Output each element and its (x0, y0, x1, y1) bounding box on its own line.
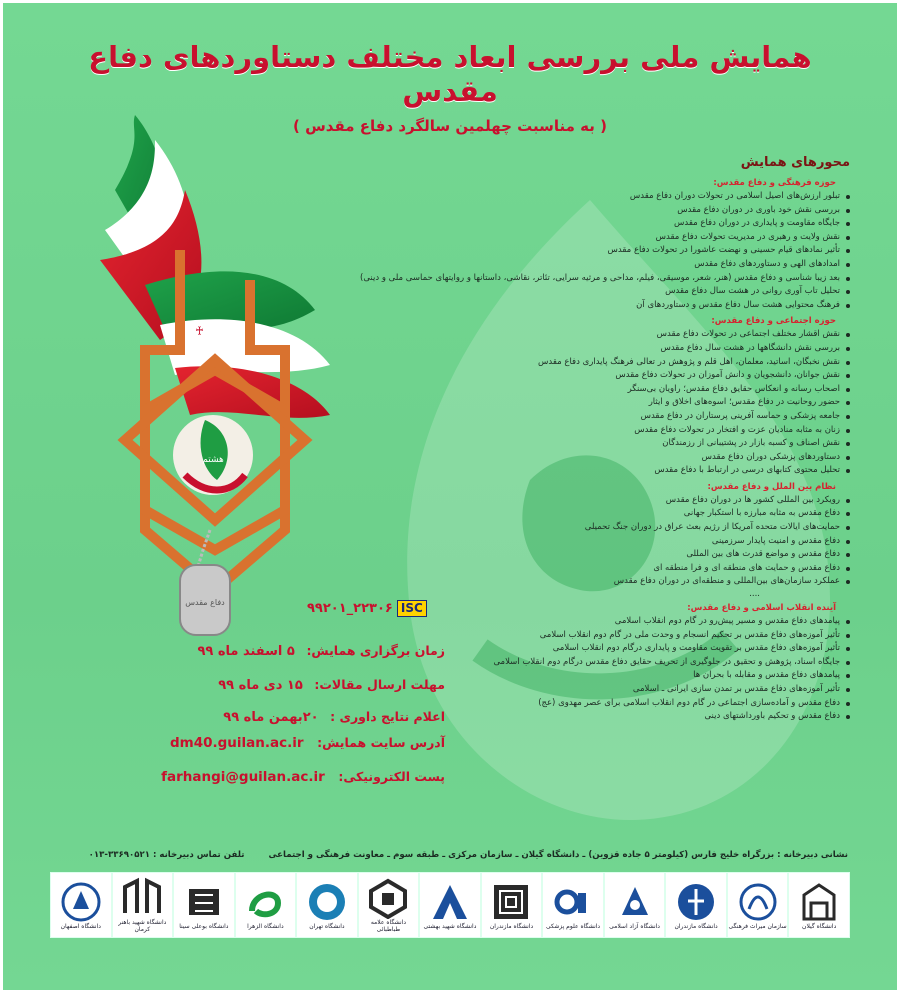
date-value: ۵ اسفند ماه ۹۹ (197, 644, 295, 659)
logo-university: سازمان میراث فرهنگی (727, 872, 789, 938)
list-item: نقش نخبگان، اساتید، معلمان، اهل قلم و پژوهش در تعالی فرهنگ پایداری دفاع مقدس (330, 356, 850, 370)
email (150, 766, 445, 785)
section-cultural (330, 178, 850, 312)
logo-university: دانشگاه آزاد اسلامی (604, 872, 666, 938)
list-item: جامعه پزشکی و حماسه آفرینی پرستاران در دفاع مقدس (330, 410, 850, 424)
list-item: پیامدهای دفاع مقدس و مقابله با بحران ها (330, 669, 850, 683)
address-text: نشانی دبیرخانه : بزرگراه خلیج فارس (کیلومتر ۵ جاده قزوین) ـ دانشگاه گیلان ـ سازمان مرکزی ـ طبقه سوم ـ معاونت فرهنگی و اجتماعی (268, 850, 848, 860)
poster-subtitle: ( به مناسبت چهلمین سالگرد دفاع مقدس ) (293, 117, 607, 135)
list-item: نقش اقشار مختلف اجتماعی در تحولات دفاع مقدس (330, 328, 850, 342)
list-item: زنان به مثابه منادیان عزت و افتخار در تحولات دفاع مقدس (330, 424, 850, 438)
section-title: حوزه اجتماعی و دفاع مقدس: (711, 316, 836, 327)
list-item: تبلور ارزش‌های اصیل اسلامی در تحولات دوران دفاع مقدس (330, 190, 850, 204)
website (150, 732, 445, 751)
list-item: تأثیر آموزه‌های دفاع مقدس بر تحکیم انسجام و وحدت ملی در گام دوم انقلاب اسلامی (330, 629, 850, 643)
logo-university: دانشگاه اصفهان (50, 872, 112, 938)
logo-university: دانشگاه الزهرا (235, 872, 297, 938)
logo-university: دانشگاه شهید باهنر کرمان (112, 872, 174, 938)
logo-university: دانشگاه شهید بهشتی (419, 872, 481, 938)
list-item: بررسی نقش دانشگاهها در هشت سال دفاع مقدس (330, 342, 850, 356)
list-item: نقش جوانان، دانشجویان و دانش آموزان در تحولات دفاع مقدس (330, 369, 850, 383)
sponsor-logos (50, 872, 850, 952)
review-results (150, 706, 445, 725)
results-value: ۲۰بهمن ماه ۹۹ (223, 710, 319, 725)
list-item: رویکرد بین المللی کشور ها در دوران دفاع مقدس (330, 494, 850, 508)
section-title: حوزه فرهنگی و دفاع مقدس: (713, 178, 836, 188)
phone-text: تلفن تماس دبیرخانه : ۳۳۶۹۰۵۲۱-۰۱۳ (88, 850, 245, 860)
section-social (330, 316, 850, 478)
list-item: تأثیر نمادهای قیام حسینی و نهضت عاشورا در تحولات دفاع مقدس (330, 244, 850, 258)
isc-registration (307, 599, 439, 617)
list-item: حمایت‌های ایالات متحده آمریکا از رژیم بعث عراق در دوران جنگ تحمیلی (330, 521, 850, 535)
logo-university: دانشگاه بوعلی سینا (173, 872, 235, 938)
list-item: فرهنگ محتوایی هشت سال دفاع مقدس و دستاوردهای آن (330, 299, 850, 313)
list-item: بررسی نقش خود باوری در دوران دفاع مقدس (330, 204, 850, 218)
list-item: تحلیل محتوی کتابهای درسی در ارتباط با دفاع مقدس (330, 464, 850, 478)
deadline-label: مهلت ارسال مقالات: (314, 677, 445, 692)
logo-university: دانشگاه مازندران (665, 872, 727, 938)
list-item: دفاع مقدس و آماده‌سازی اجتماعی در گام دوم انقلاب اسلامی برای عصر مهدوی (عج) (330, 697, 850, 711)
list-item: دفاع مقدس و مواضع قدرت های بین المللی (330, 548, 850, 562)
submission-deadline (150, 674, 445, 693)
isc-logo-icon: ISC (397, 600, 427, 617)
list-item: جایگاه مقاومت و پایداری در دوران دفاع مقدس (330, 217, 850, 231)
list-item: نقش ولایت و رهبری در مدیریت تحولات دفاع مقدس (330, 231, 850, 245)
conference-date (150, 640, 445, 659)
section-international (330, 482, 850, 599)
logo-university: دانشگاه علوم پزشکی (542, 872, 604, 938)
list-item: پیامدهای دفاع مقدس و مسیر پیش‌رو در گام دوم انقلاب اسلامی (330, 615, 850, 629)
list-item: تحلیل تاب آوری روانی در هشت سال دفاع مقدس (330, 285, 850, 299)
email-label: پست الکترونیکی: (338, 769, 445, 784)
list-item: امدادهای الهی و دستاوردهای دفاع مقدس (330, 258, 850, 272)
secretariat-address (88, 850, 848, 860)
logo-university: دانشگاه مازندران (481, 872, 543, 938)
list-item: دفاع مقدس به مثابه مبارزه با استکبار جهانی (330, 507, 850, 521)
logo-university: دانشگاه تهران (296, 872, 358, 938)
logo-university: دانشگاه علامه طباطبائی (358, 872, 420, 938)
site-label: آدرس سایت همایش: (317, 735, 445, 750)
isc-code: ۹۹۲۰۱_۲۲۳۰۶ (307, 600, 393, 616)
list-item: دفاع مقدس و امنیت پایدار سرزمینی (330, 535, 850, 549)
email-link[interactable]: farhangi@guilan.ac.ir (161, 769, 325, 785)
section-title: آینده انقلاب اسلامی و دفاع مقدس: (687, 603, 836, 614)
list-item: بعد زیبا شناسی و دفاع مقدس (هنر، شعر، موسیقی، فیلم، مداحی و مرثیه سرایی، تئاتر، نقاشی، داستانها و روایتهای حماسی ملی و دینی) (330, 272, 850, 286)
list-item: حضور روحانیت در دفاع مقدس؛ اسوه‌های اخلاق و ایثار (330, 396, 850, 410)
list-item: تأثیر آموزه‌های دفاع مقدس بر تمدن سازی ایرانی ـ اسلامی (330, 683, 850, 697)
list-item: تأثیر آموزه‌های دفاع مقدس بر تقویت مقاومت و پایداری درگام دوم انقلاب اسلامی (330, 642, 850, 656)
svg-text:هشتم: هشتم (202, 455, 224, 465)
section-title: نظام بین الملل و دفاع مقدس: (707, 481, 836, 492)
list-item: جایگاه اسناد، پژوهش و تحقیق در جلوگیری از تحریف حقایق دفاع مقدس درگام دوم انقلاب اسلامی (330, 656, 850, 670)
svg-text:دفاع مقدس: دفاع مقدس (185, 598, 225, 607)
list-item: دفاع مقدس و حمایت های منطقه ای و فرا منطقه ای (330, 562, 850, 576)
list-item: اصحاب رسانه و انعکاس حقایق دفاع مقدس؛ راویان بی‌سنگر (330, 383, 850, 397)
list-item: عملکرد سازمان‌های بین‌المللی و منطقه‌ای در دوران دفاع مقدس (330, 575, 850, 589)
list-item: دستاوردهای پزشکی دوران دفاع مقدس (330, 451, 850, 465)
svg-text:♰: ♰ (195, 324, 204, 338)
poster-title: همایش ملی بررسی ابعاد مختلف دستاوردهای دفاع مقدس (88, 40, 812, 108)
list-item: نقش اصناف و کسبه بازار در پشتیبانی از رزمندگان (330, 437, 850, 451)
date-label: زمان برگزاری همایش: (306, 643, 445, 658)
deadline-value: ۱۵ دی ماه ۹۹ (218, 678, 303, 693)
ellipsis: .... (749, 589, 760, 600)
axes-heading: محورهای همایش (740, 155, 850, 170)
site-link[interactable]: dm40.guilan.ac.ir (169, 735, 304, 751)
list-item: دفاع مقدس و تحکیم باورداشتهای دینی (330, 710, 850, 724)
results-label: اعلام نتایج داوری : (330, 709, 445, 724)
logo-university: دانشگاه گیلان (788, 872, 850, 938)
